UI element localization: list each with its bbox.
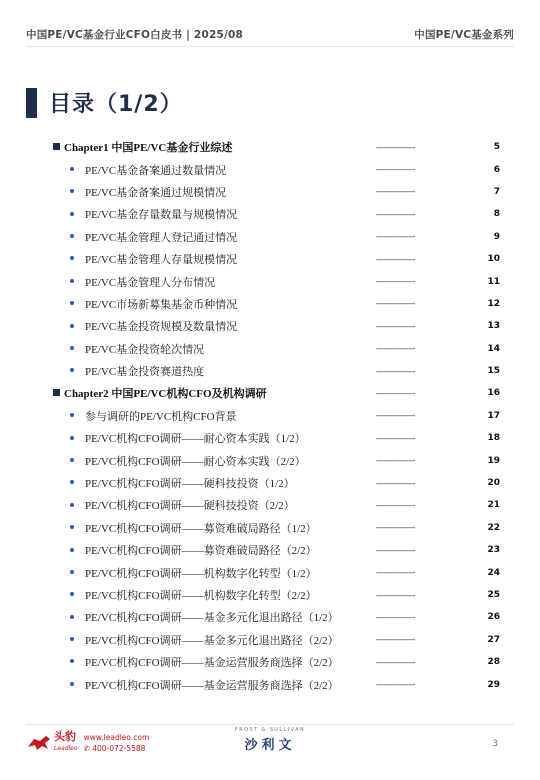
toc-label: PE/VC机构CFO调研——硬科技投资（1/2）: [85, 478, 295, 491]
toc-page-number: 14: [487, 343, 500, 354]
dot-bullet-icon: [70, 682, 74, 686]
toc-leader-dashes: -----------------: [376, 299, 415, 309]
phone-number: ✆ 400-072-5588: [83, 744, 146, 753]
toc-page-number: 11: [487, 276, 500, 287]
toc-leader-dashes: -----------------: [376, 635, 415, 645]
dot-bullet-icon: [70, 480, 74, 484]
dot-bullet-icon: [70, 458, 74, 462]
toc-page-number: 6: [493, 164, 500, 175]
dot-bullet-icon: [70, 212, 74, 216]
dot-bullet-icon: [70, 615, 74, 619]
header-left-text: 中国PE/VC基金行业CFO白皮书 | 2025/08: [26, 29, 244, 41]
toc-leader-dashes: -----------------: [376, 277, 415, 287]
dot-bullet-icon: [70, 570, 74, 574]
toc-item-row[interactable]: [0, 606, 540, 628]
toc-item-row[interactable]: [0, 293, 540, 315]
toc-leader-dashes: -----------------: [376, 254, 415, 264]
toc-label: PE/VC市场新募集基金币种情况: [85, 298, 238, 311]
page-header: [26, 27, 514, 42]
dot-bullet-icon: [70, 368, 74, 372]
phone-icon: ✆: [83, 744, 90, 753]
toc-leader-dashes: -----------------: [376, 411, 415, 421]
toc-item-row[interactable]: [0, 203, 540, 225]
title-accent-bar: [26, 88, 37, 118]
toc-item-row[interactable]: [0, 360, 540, 382]
toc-leader-dashes: -----------------: [376, 680, 415, 690]
toc-item-row[interactable]: [0, 248, 540, 270]
toc-page-number: 28: [487, 657, 500, 668]
toc-leader-dashes: -----------------: [376, 478, 415, 488]
toc-leader-dashes: -----------------: [376, 232, 415, 242]
toc-page-number: 17: [487, 410, 500, 421]
toc-leader-dashes: -----------------: [376, 523, 415, 533]
toc-item-row[interactable]: [0, 561, 540, 583]
website-link[interactable]: www.leadleo.com: [83, 733, 150, 742]
toc-leader-dashes: -----------------: [376, 165, 415, 175]
toc-page-number: 12: [487, 298, 500, 309]
toc-page-number: 22: [487, 522, 500, 533]
toc-label: PE/VC基金备案通过数量情况: [85, 164, 227, 177]
toc-page-number: 26: [487, 612, 500, 623]
dot-bullet-icon: [70, 234, 74, 238]
dot-bullet-icon: [70, 301, 74, 305]
toc-label: PE/VC机构CFO调研——基金运营服务商选择（2/2）: [85, 657, 339, 670]
dot-bullet-icon: [70, 503, 74, 507]
dot-bullet-icon: [70, 637, 74, 641]
frost-sullivan-english: FROST & SULLIVAN: [234, 727, 306, 733]
toc-page-number: 9: [493, 231, 500, 242]
toc-leader-dashes: -----------------: [376, 187, 415, 197]
toc-page-number: 21: [487, 500, 500, 511]
toc-page-number: 7: [493, 186, 500, 197]
toc-label: PE/VC机构CFO调研——耐心资本实践（2/2）: [85, 455, 306, 468]
toc-item-row[interactable]: [0, 472, 540, 494]
toc-label: PE/VC基金管理人存量规模情况: [85, 254, 238, 267]
toc-leader-dashes: -----------------: [376, 657, 415, 667]
toc-page-number: 18: [487, 433, 500, 444]
dot-bullet-icon: [70, 189, 74, 193]
toc-label: PE/VC机构CFO调研——募资难破局路径（2/2）: [85, 545, 317, 558]
toc-leader-dashes: -----------------: [376, 612, 415, 622]
toc-page-number: 19: [487, 455, 500, 466]
toc-label: PE/VC机构CFO调研——机构数字化转型（1/2）: [85, 567, 317, 580]
leadleo-brand-name: 头豹: [54, 730, 76, 743]
dot-bullet-icon: [70, 436, 74, 440]
toc-chapter-row[interactable]: [0, 382, 540, 404]
toc-leader-dashes: -----------------: [376, 366, 415, 376]
toc-leader-dashes: -----------------: [376, 388, 415, 398]
toc-leader-dashes: -----------------: [376, 344, 415, 354]
toc-item-row[interactable]: [0, 315, 540, 337]
dot-bullet-icon: [70, 346, 74, 350]
toc-leader-dashes: -----------------: [376, 321, 415, 331]
square-bullet-icon: [53, 389, 60, 396]
toc-page-number: 5: [493, 142, 500, 153]
toc-label: PE/VC基金投资赛道热度: [85, 366, 205, 379]
toc-item-row[interactable]: [0, 427, 540, 449]
toc-label: PE/VC基金投资规模及数量情况: [85, 321, 238, 334]
toc-label: PE/VC机构CFO调研——耐心资本实践（1/2）: [85, 433, 306, 446]
toc-chapter-row[interactable]: [0, 136, 540, 158]
toc-item-row[interactable]: [0, 517, 540, 539]
toc-page-number: 16: [487, 388, 500, 399]
toc-item-row[interactable]: [0, 651, 540, 673]
toc-leader-dashes: -----------------: [376, 568, 415, 578]
page-number: 3: [492, 739, 498, 749]
toc-item-row[interactable]: [0, 629, 540, 651]
toc-leader-dashes: -----------------: [376, 545, 415, 555]
frost-sullivan-logo: [0, 727, 540, 753]
toc-label: PE/VC基金投资轮次情况: [85, 343, 205, 356]
toc-page-number: 25: [487, 590, 500, 600]
toc-page-number: 8: [493, 209, 500, 220]
toc-page-number: 15: [487, 366, 500, 377]
toc-item-row[interactable]: [0, 226, 540, 248]
toc-label: PE/VC机构CFO调研——基金多元化退出路径（2/2）: [85, 634, 339, 647]
toc-label: 参与调研的PE/VC机构CFO背景: [85, 410, 237, 423]
dot-bullet-icon: [70, 525, 74, 529]
toc-label: PE/VC基金管理人分布情况: [85, 276, 216, 289]
dot-bullet-icon: [70, 592, 74, 596]
toc-leader-dashes: -----------------: [376, 456, 415, 466]
toc-item-row[interactable]: [0, 405, 540, 427]
dot-bullet-icon: [70, 279, 74, 283]
toc-label: PE/VC机构CFO调研——机构数字化转型（2/2）: [85, 590, 317, 602]
toc-page-number: 20: [487, 478, 500, 489]
toc-page-number: 23: [487, 545, 500, 556]
dot-bullet-icon: [70, 324, 74, 328]
title-block: [26, 87, 183, 118]
toc-label: Chapter1 中国PE/VC基金行业综述: [64, 142, 233, 155]
toc-leader-dashes: -----------------: [376, 209, 415, 219]
toc-label: PE/VC基金存量数量与规模情况: [85, 209, 238, 222]
toc-page-number: 27: [487, 634, 500, 645]
toc-item-row[interactable]: [0, 158, 540, 180]
toc-item-row[interactable]: [0, 673, 540, 695]
toc-leader-dashes: -----------------: [376, 142, 415, 152]
toc-label: PE/VC基金管理人登记通过情况: [85, 231, 238, 244]
toc-item-row[interactable]: [0, 338, 540, 360]
dot-bullet-icon: [70, 167, 74, 171]
toc-label: PE/VC基金备案通过规模情况: [85, 186, 227, 199]
toc-leader-dashes: -----------------: [376, 433, 415, 443]
toc-page-number: 13: [487, 321, 500, 332]
toc-label: PE/VC机构CFO调研——募资难破局路径（1/2）: [85, 522, 317, 535]
toc-page-number: 10: [487, 254, 500, 265]
toc-item-row[interactable]: [0, 494, 540, 516]
page-title: 目录（1/2）: [49, 92, 183, 117]
dot-bullet-icon: [70, 659, 74, 663]
toc-label: PE/VC机构CFO调研——基金运营服务商选择（2/2）: [85, 679, 339, 692]
frost-sullivan-chinese: 沙利文: [244, 738, 296, 753]
toc-page-number: 29: [487, 679, 500, 690]
header-divider: [26, 46, 514, 47]
toc-label: PE/VC机构CFO调研——基金多元化退出路径（1/2）: [85, 612, 339, 625]
leadleo-brand-sub: Leadleo: [54, 745, 78, 752]
toc-label: PE/VC机构CFO调研——硬科技投资（2/2）: [85, 500, 295, 513]
footer-divider: [26, 724, 514, 725]
toc-item-row[interactable]: [0, 584, 540, 606]
square-bullet-icon: [53, 143, 60, 150]
dot-bullet-icon: [70, 256, 74, 260]
toc-page-number: 24: [487, 567, 500, 578]
toc-item-row[interactable]: [0, 270, 540, 292]
dot-bullet-icon: [70, 548, 74, 552]
toc-label: Chapter2 中国PE/VC机构CFO及机构调研: [64, 388, 267, 401]
toc-leader-dashes: -----------------: [376, 590, 415, 600]
toc-item-row[interactable]: [0, 539, 540, 561]
toc-item-row[interactable]: [0, 449, 540, 471]
header-right-text: 中国PE/VC基金系列: [414, 29, 514, 41]
dot-bullet-icon: [70, 413, 74, 417]
toc-leader-dashes: -----------------: [376, 500, 415, 510]
toc-item-row[interactable]: [0, 181, 540, 203]
table-of-contents: [0, 136, 540, 696]
